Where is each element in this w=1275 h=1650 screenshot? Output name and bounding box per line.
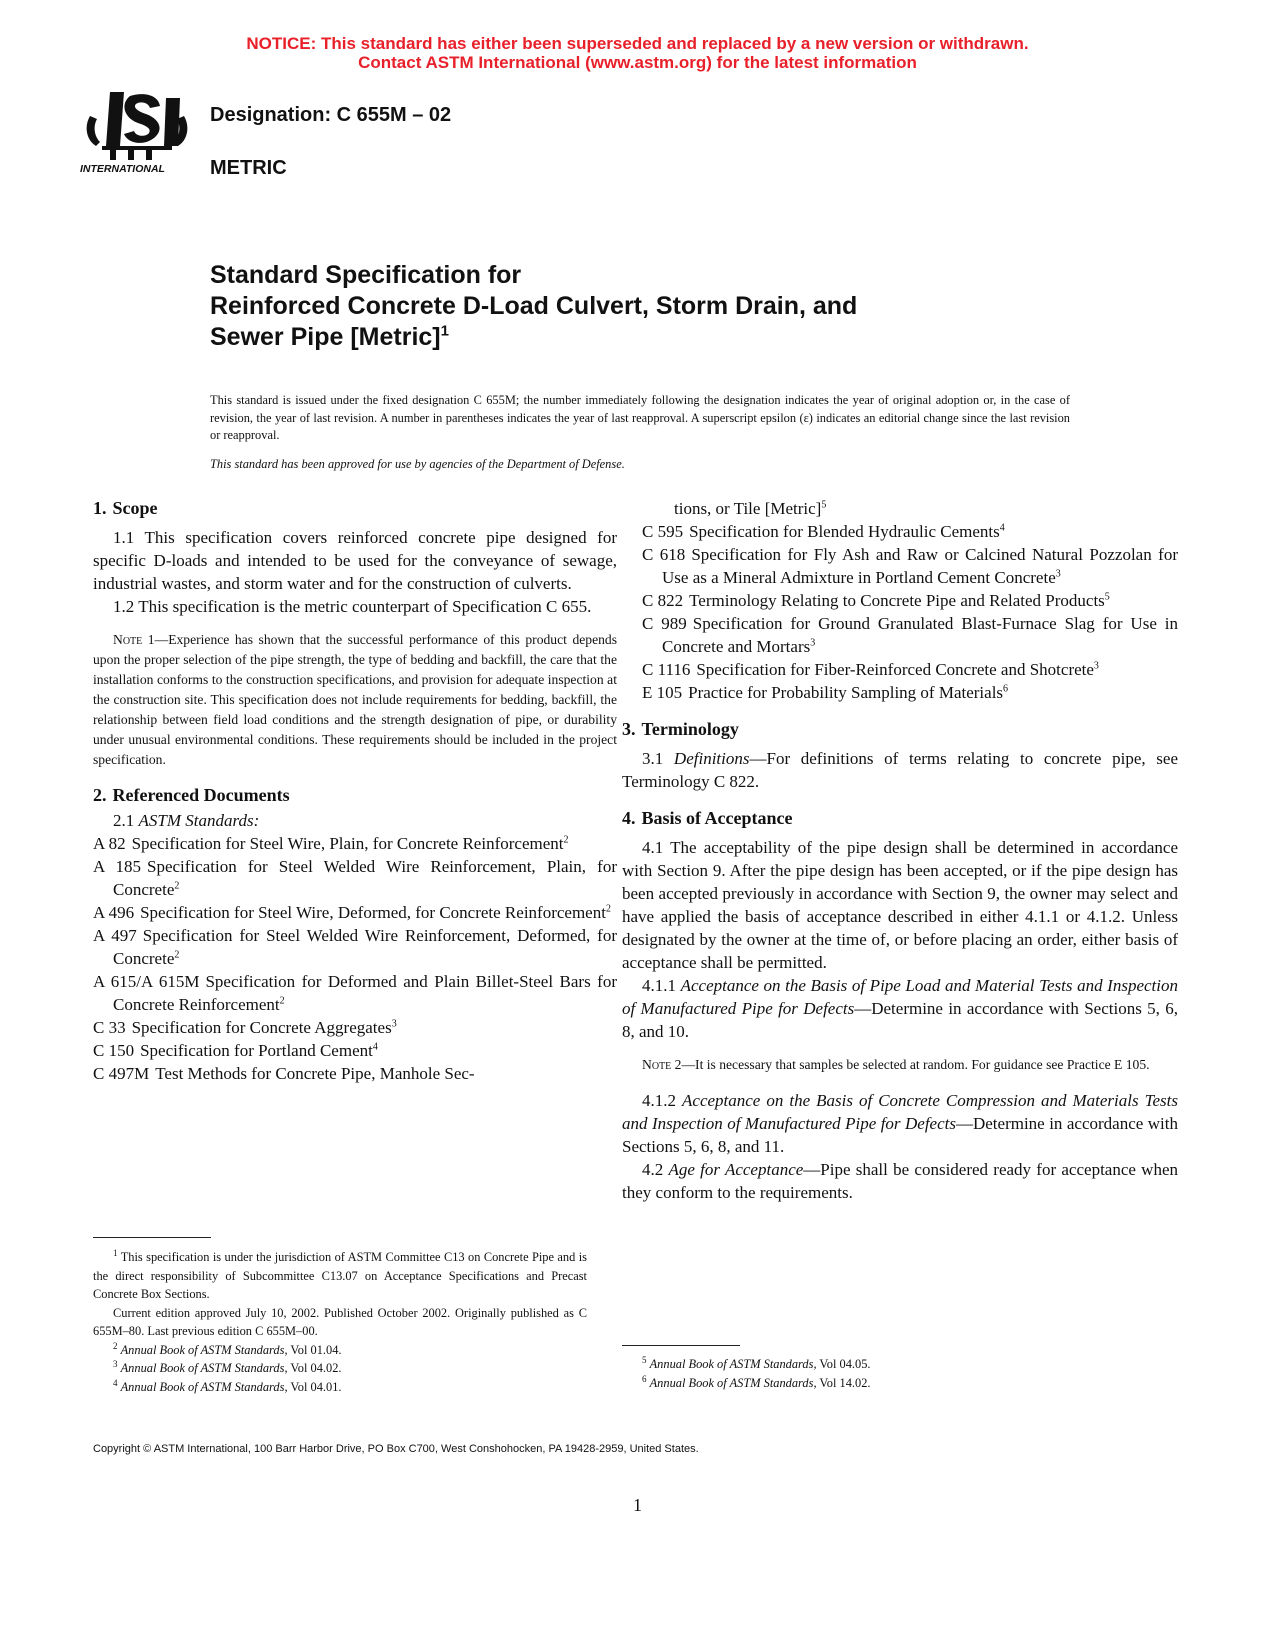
section-heading-scope: 1. Scope [93, 498, 158, 518]
reference-item: C 989 Specification for Ground Granulated Blast-Furnace Slag for Use in Concrete and Mortars$^3$ [642, 614, 1178, 656]
footnotes-left [93, 1248, 587, 1396]
paragraph-3-1: 3.1 Definitions—For definitions of terms relating to concrete pipe, see Terminology C 822. [622, 749, 1178, 791]
astm-logo-icon [80, 86, 192, 178]
footnote-rule-left [93, 1237, 211, 1238]
paragraph-4-1: 4.1 The acceptability of the pipe design shall be determined in accordance with Section 9. After the pipe design has been accepted, or if the pipe design has been accepted previously in accordance with Section 9, the owner may select and have applied the basis of acceptance described in either 4.1.1 or 4.1.2. Unless designated by the owner at the time of, or before placing an order, either basis of acceptance shall be permitted. [622, 838, 1178, 972]
reference-item: C 150 Specification for Portland Cement$^4$ [93, 1041, 378, 1060]
reference-item: A 497 Specification for Steel Welded Wire Reinforcement, Deformed, for Concrete$^2$ [93, 926, 617, 968]
section-heading-basis-of-acceptance: 4. Basis of Acceptance [622, 808, 793, 828]
issued-statement: This standard is issued under the fixed designation C 655M; the number immediately following the designation indicates the year of original adoption or, in the case of revision, the year of last revision. A number in parentheses indicates the year of last reapproval. A superscript epsilon (ε) indicates an editorial change since the last revision or reapproval. [210, 393, 1070, 442]
paragraph-4-2: 4.2 Age for Acceptance—Pipe shall be considered ready for acceptance when they conform to the requirements. [622, 1160, 1178, 1202]
supersession-notice [0, 34, 1275, 72]
footnotes-right [622, 1355, 1122, 1392]
document-title [210, 260, 1010, 353]
left-column [93, 497, 617, 1085]
metric-label: METRIC [210, 157, 287, 179]
footnote-1: $^1$ This specification is under the jurisdiction of ASTM Committee C13 on Concrete Pipe and is the direct responsibility of Subcommittee C13.07 on Acceptance Specifications and Precast Concrete Box Sections. [93, 1247, 587, 1301]
copyright-line: Copyright © ASTM International, 100 Barr Harbor Drive, PO Box C700, West Conshohocken, PA 19428-2959, United States. [93, 1443, 699, 1455]
paragraph-1-1: 1.1 This specification covers reinforced concrete pipe designed for specific D-loads and intended to be used for the conveyance of sewage, industrial wastes, and storm water and for the construction of culverts. [93, 528, 617, 593]
title-line-2: Reinforced Concrete D-Load Culvert, Storm Drain, and [210, 292, 858, 320]
notice-line-2: Contact ASTM International (www.astm.org) for the latest information [358, 53, 917, 72]
footnote-rule-right [622, 1345, 740, 1346]
reference-item: A 185 Specification for Steel Welded Wire Reinforcement, Plain, for Concrete$^2$ [93, 857, 618, 899]
page-number: 1 [633, 1495, 642, 1515]
right-column [622, 497, 1179, 1204]
footnote-2: $^2$ Annual Book of ASTM Standards, Vol 01.04. [113, 1340, 342, 1357]
footnote-6: $^6$ Annual Book of ASTM Standards, Vol 14.02. [642, 1373, 871, 1390]
section-heading-terminology: 3. Terminology [622, 719, 739, 739]
logo-org-text: INTERNATIONAL [80, 163, 165, 175]
reference-item: C 33 Specification for Concrete Aggregates$^3$ [93, 1018, 397, 1037]
footnote-3: $^3$ Annual Book of ASTM Standards, Vol 04.02. [113, 1358, 342, 1375]
footnote-4: $^4$ Annual Book of ASTM Standards, Vol 04.01. [113, 1377, 342, 1394]
reference-item: C 822 Terminology Relating to Concrete Pipe and Related Products$^5$ [642, 591, 1110, 610]
paragraph-4-1-1: 4.1.1 Acceptance on the Basis of Pipe Load and Material Tests and Inspection of Manufactured Pipe for Defects—Determine in accordance with Sections 5, 6, 8, and 10. [622, 976, 1178, 1041]
reference-item: A 496 Specification for Steel Wire, Deformed, for Concrete Reinforcement$^2$ [93, 903, 611, 922]
note-1: Note 1—Experience has shown that the successful performance of this product depends upon the proper selection of the pipe strength, the type of bedding and backfill, the care that the installation conforms to the construction specifications, and provision for adequate inspection at the construction site. This specification does not include requirements for bedding, backfill, the relationship between field load conditions and the strength designation of pipe, or durability under unusual environmental conditions. These requirements should be included in the project specification. [93, 632, 617, 767]
subsection-2-1: 2.1 ASTM Standards: [113, 811, 260, 830]
title-line-1: Standard Specification for [210, 261, 522, 289]
reference-list-right [642, 520, 1178, 704]
paragraph-1-2: 1.2 This specification is the metric counterpart of Specification C 655. [113, 597, 592, 616]
reference-item: C 618 Specification for Fly Ash and Raw or Calcined Natural Pozzolan for Use as a Mineral Admixture in Portland Cement Concrete$^3$ [642, 545, 1179, 587]
reference-list-left [93, 832, 617, 1085]
reference-item: C 497M Test Methods for Concrete Pipe, Manhole Sec- [93, 1064, 475, 1083]
reference-item: A 82 Specification for Steel Wire, Plain, for Concrete Reinforcement$^2$ [93, 834, 569, 853]
approved-statement: This standard has been approved for use by agencies of the Department of Defense. [210, 457, 625, 471]
paragraph-4-1-2: 4.1.2 Acceptance on the Basis of Concrete Compression and Materials Tests and Inspection of Manufactured Pipe for Defects—Determine in accordance with Sections 5, 6, 8, and 11. [622, 1091, 1179, 1156]
reference-item: E 105 Practice for Probability Sampling of Materials$^6$ [642, 683, 1009, 702]
reference-continuation: tions, or Tile [Metric]$^5$ [674, 499, 827, 518]
designation: Designation: C 655M – 02 [210, 104, 452, 126]
note-2: Note 2—It is necessary that samples be selected at random. For guidance see Practice E 105. [642, 1057, 1150, 1072]
reference-item: A 615/A 615M Specification for Deformed and Plain Billet-Steel Bars for Concrete Reinforcement$^2$ [93, 972, 617, 1014]
footnote-1-edition: Current edition approved July 10, 2002. Published October 2002. Originally published as C 655M–80. Last previous edition C 655M–00. [93, 1305, 587, 1338]
title-footnote-mark: 1 [440, 322, 449, 340]
footnote-5: $^5$ Annual Book of ASTM Standards, Vol 04.05. [642, 1354, 871, 1371]
reference-item: C 595 Specification for Blended Hydraulic Cements$^4$ [642, 522, 1005, 541]
notice-line-1: NOTICE: This standard has either been superseded and replaced by a new version or withdrawn. [246, 34, 1029, 53]
title-line-3: Sewer Pipe [Metric]$^1$ [210, 322, 449, 351]
reference-item: C 1116 Specification for Fiber-Reinforced Concrete and Shotcrete$^3$ [642, 660, 1099, 679]
section-heading-referenced-documents: 2. Referenced Documents [93, 785, 290, 805]
